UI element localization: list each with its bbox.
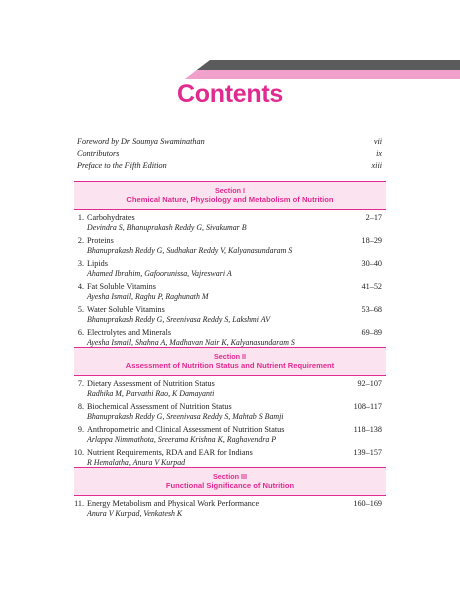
chapter-pages: 41–52 xyxy=(361,282,382,291)
page-title: Contents xyxy=(177,80,283,108)
header-band-cut xyxy=(0,60,210,79)
chapter-title: Anthropometric and Clinical Assessment of Nutrition Status xyxy=(87,425,285,434)
chapter-number: 1. xyxy=(77,213,84,222)
section-header-2 xyxy=(74,347,386,375)
chapter-pages: 139–157 xyxy=(353,448,382,457)
chapter-authors: Bhanuprakash Reddy G, Sreenivasa Reddy S, Mahtab S Bamji xyxy=(87,412,284,421)
chapter-title: Electrolytes and Minerals xyxy=(87,328,172,337)
front-item-page: ix xyxy=(376,149,382,158)
section-header-3 xyxy=(74,467,386,495)
chapter-authors: R Hemalatha, Anura V Kurpad xyxy=(87,458,186,467)
section-title: Chemical Nature, Physiology and Metabolism of Nutrition xyxy=(126,195,334,204)
section-label: Section I xyxy=(215,186,245,195)
chapter-number: 6. xyxy=(77,328,84,337)
front-item-contributors[interactable] xyxy=(77,149,382,158)
front-item-label: Contributors xyxy=(77,149,120,158)
chapter-pages: 118–138 xyxy=(353,425,382,434)
chapter-pages: 69–89 xyxy=(361,328,382,337)
section-divider xyxy=(74,209,386,210)
chapter-number: 3. xyxy=(77,259,84,268)
section-divider xyxy=(74,495,386,496)
chapter-pages: 108–117 xyxy=(353,402,382,411)
chapter-title: Nutrient Requirements, RDA and EAR for Indians xyxy=(87,448,253,457)
chapter-pages: 160–169 xyxy=(353,499,382,508)
chapter-authors: Devindra S, Bhanuprakash Reddy G, Sivakumar B xyxy=(87,223,247,232)
front-item-preface[interactable] xyxy=(77,161,382,170)
chapter-title: Carbohydrates xyxy=(87,213,135,222)
front-item-label: Foreword by Dr Soumya Swaminathan xyxy=(77,137,205,146)
chapter-title: Water Soluble Vitamins xyxy=(87,305,165,314)
chapter-title: Proteins xyxy=(87,236,114,245)
front-item-label: Preface to the Fifth Edition xyxy=(77,161,167,170)
chapter-title: Dietary Assessment of Nutrition Status xyxy=(87,379,215,388)
chapter-authors: Radhika M, Parvathi Rao, K Damayanti xyxy=(87,389,215,398)
chapter-authors: Bhanuprakash Reddy G, Sudhakar Reddy V, Kalyanasundaram S xyxy=(87,246,293,255)
chapter-pages: 30–40 xyxy=(361,259,382,268)
section-label: Section II xyxy=(214,352,246,361)
chapter-title: Energy Metabolism and Physical Work Performance xyxy=(87,499,260,508)
chapter-number: 7. xyxy=(77,379,84,388)
chapter-authors: Anura V Kurpad, Venkatesh K xyxy=(87,509,183,518)
front-item-foreword[interactable] xyxy=(77,137,382,146)
section-title: Assessment of Nutrition Status and Nutrient Requirement xyxy=(125,361,335,370)
section-divider xyxy=(74,375,386,376)
chapter-pages: 2–17 xyxy=(365,213,382,222)
chapter-pages: 18–29 xyxy=(361,236,382,245)
chapter-pages: 53–68 xyxy=(361,305,382,314)
chapter-authors: Arlappa Nimmathota, Sreerama Krishna K, Raghavendra P xyxy=(87,435,277,444)
chapter-title: Biochemical Assessment of Nutrition Status xyxy=(87,402,232,411)
chapter-title: Fat Soluble Vitamins xyxy=(87,282,156,291)
front-item-page: xiii xyxy=(371,161,382,170)
chapter-number: 8. xyxy=(77,402,84,411)
chapter-number: 9. xyxy=(77,425,84,434)
chapter-number: 4. xyxy=(77,282,84,291)
chapter-number: 10. xyxy=(73,448,84,457)
chapter-authors: Ayesha Ismail, Shahna A, Madhavan Nair K, Kalyanasundaram S xyxy=(87,338,295,347)
chapter-authors: Ahamed Ibrahim, Gafoorunissa, Vajreswari A xyxy=(87,269,232,278)
chapter-number: 2. xyxy=(77,236,84,245)
chapter-title: Lipids xyxy=(87,259,108,268)
section-header-1 xyxy=(74,181,386,209)
section-label: Section III xyxy=(213,472,247,481)
chapter-number: 5. xyxy=(77,305,84,314)
section-title: Functional Significance of Nutrition xyxy=(165,481,295,490)
chapter-number: 11. xyxy=(74,499,84,508)
chapter-authors: Bhanuprakash Reddy G, Sreenivasa Reddy S, Lakshmi AV xyxy=(87,315,271,324)
chapter-pages: 92–107 xyxy=(357,379,382,388)
front-item-page: vii xyxy=(373,137,382,146)
chapter-authors: Ayesha Ismail, Raghu P, Raghunath M xyxy=(87,292,209,301)
